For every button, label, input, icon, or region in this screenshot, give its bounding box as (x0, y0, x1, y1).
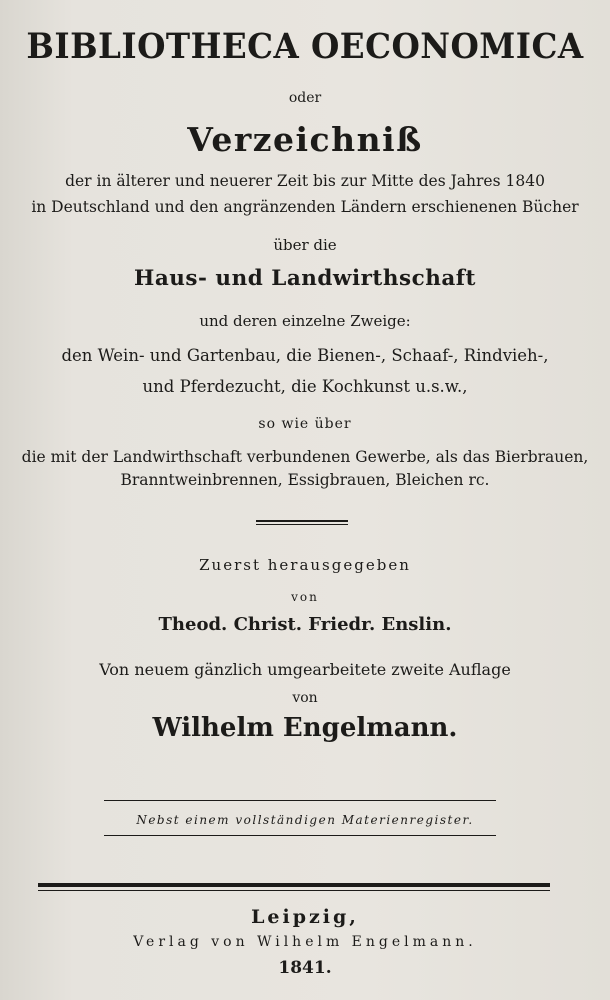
trades-line-1: die mit der Landwirthschaft verbundenen Gewerbe, als das Bierbrauen, (21, 448, 589, 466)
von-2: von (292, 690, 318, 706)
conjunction-oder: oder (288, 90, 322, 106)
register-rule-top (104, 800, 496, 801)
branches-intro: und deren einzelne Zweige: (199, 312, 411, 330)
imprint-rule-thick (38, 883, 550, 887)
heading-verzeichniss: Verzeichniß (187, 120, 423, 159)
subtitle-line-2: in Deutschland und den angränzenden Ländern erschienenen Bücher (31, 198, 579, 216)
book-title: BIBLIOTHECA OECONOMICA (26, 26, 584, 67)
imprint-rule-thin (38, 890, 550, 891)
imprint-place: Leipzig, (251, 906, 359, 928)
von-1: von (291, 590, 319, 604)
trades-line-2: Branntweinbrennen, Essigbrauen, Bleichen rc. (120, 471, 490, 489)
register-note: Nebst einem vollständigen Materienregister. (136, 813, 474, 827)
subtitle-line-1: der in älterer und neuerer Zeit bis zur Mitte des Jahres 1840 (65, 172, 545, 190)
imprint-publisher: Verlag von Wilhelm Engelmann. (133, 934, 477, 950)
second-edition-note: Von neuem gänzlich umgearbeitete zweite Auflage (99, 660, 511, 679)
first-editor-name: Theod. Christ. Friedr. Enslin. (158, 614, 452, 635)
double-rule-bottom (256, 524, 348, 525)
branches-line-2: und Pferdezucht, die Kochkunst u.s.w., (142, 377, 468, 396)
branches-line-1: den Wein- und Gartenbau, die Bienen-, Schaaf-, Rindvieh-, (61, 346, 549, 365)
subject-heading: Haus- und Landwirthschaft (134, 266, 476, 291)
so-wie-ueber: so wie über (258, 416, 352, 432)
ueber-die: über die (273, 236, 337, 254)
second-editor-name: Wilhelm Engelmann. (152, 713, 458, 743)
register-rule-bottom (104, 835, 496, 836)
imprint-year: 1841. (278, 958, 332, 978)
first-edited-by: Zuerst herausgegeben (199, 556, 411, 574)
double-rule-top (256, 520, 348, 522)
